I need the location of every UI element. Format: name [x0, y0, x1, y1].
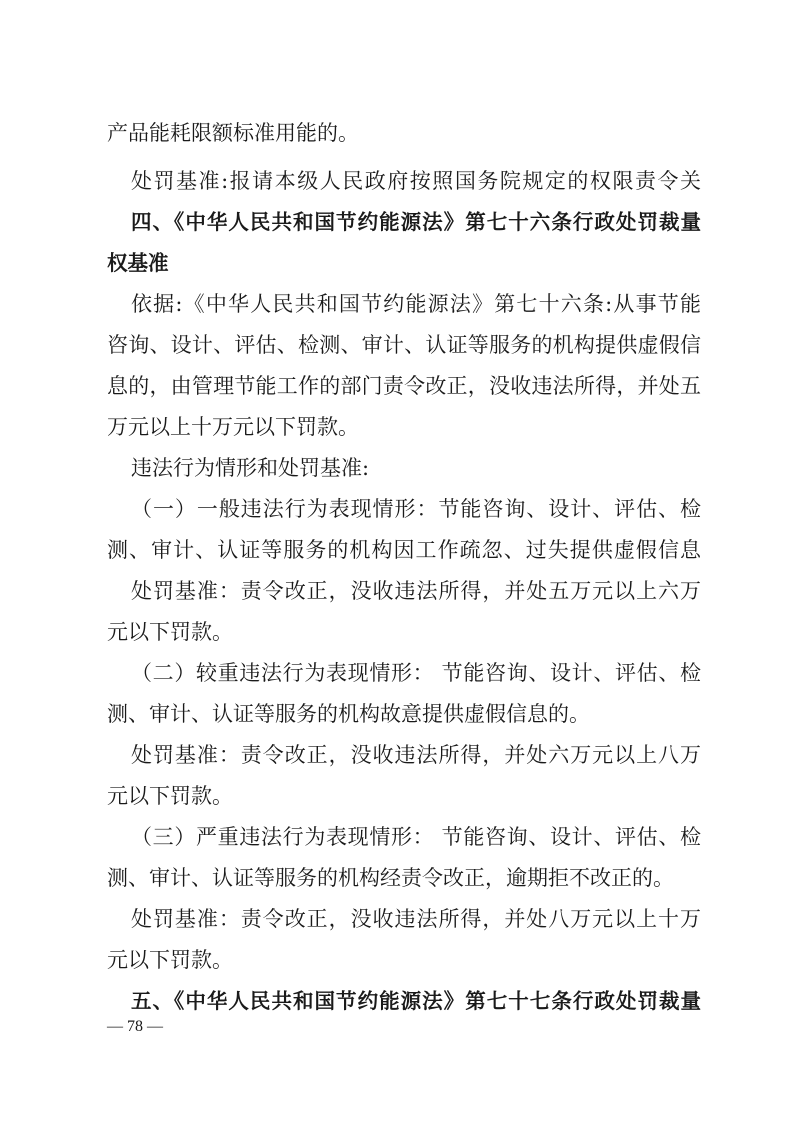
page-number: — 78 —: [107, 1018, 163, 1035]
text-line: 咨询、设计、评估、检测、审计、认证等服务的机构提供虚假信: [107, 333, 701, 357]
text-line: 产品能耗限额标准用能的。: [107, 121, 359, 145]
text-line: 处罚基准：责令改正，没收违法所得，并处五万元以上六万: [131, 579, 701, 603]
text-line: 息的，由管理节能工作的部门责令改正，没收违法所得，并处五: [107, 374, 701, 398]
section-heading-line: 四、《中华人民共和国节约能源法》第七十六条行政处罚裁量: [131, 210, 701, 234]
text-line: 处罚基准:报请本级人民政府按照国务院规定的权限责令关: [131, 169, 701, 193]
document-body: [107, 113, 701, 1022]
text-line: 元以下罚款。: [107, 620, 233, 644]
text-line: 处罚基准：责令改正，没收违法所得，并处六万元以上八万: [131, 743, 701, 767]
text-line: 元以下罚款。: [107, 948, 233, 972]
text-line: 万元以上十万元以下罚款。: [107, 415, 359, 439]
text-line: （二）较重违法行为表现情形： 节能咨询、设计、评估、检: [131, 661, 701, 685]
text-line: 处罚基准：责令改正，没收违法所得，并处八万元以上十万: [131, 907, 701, 931]
text-line: （一）一般违法行为表现情形：节能咨询、设计、评估、检: [131, 497, 701, 521]
text-line: （三）严重违法行为表现情形： 节能咨询、设计、评估、检: [131, 825, 701, 849]
section-heading-line: 五、《中华人民共和国节约能源法》第七十七条行政处罚裁量: [131, 989, 701, 1013]
text-line: 测、审计、认证等服务的机构因工作疏忽、过失提供虚假信息: [107, 538, 701, 562]
section-heading-line: 权基准: [107, 251, 169, 275]
text-line: 测、审计、认证等服务的机构经责令改正，逾期拒不改正的。: [107, 866, 674, 890]
text-line: 元以下罚款。: [107, 784, 233, 808]
text-line: 依据:《中华人民共和国节约能源法》第七十六条:从事节能: [131, 292, 701, 316]
text-line: 测、审计、认证等服务的机构故意提供虚假信息的。: [107, 702, 590, 726]
text-line: 违法行为情形和处罚基准:: [131, 456, 370, 480]
